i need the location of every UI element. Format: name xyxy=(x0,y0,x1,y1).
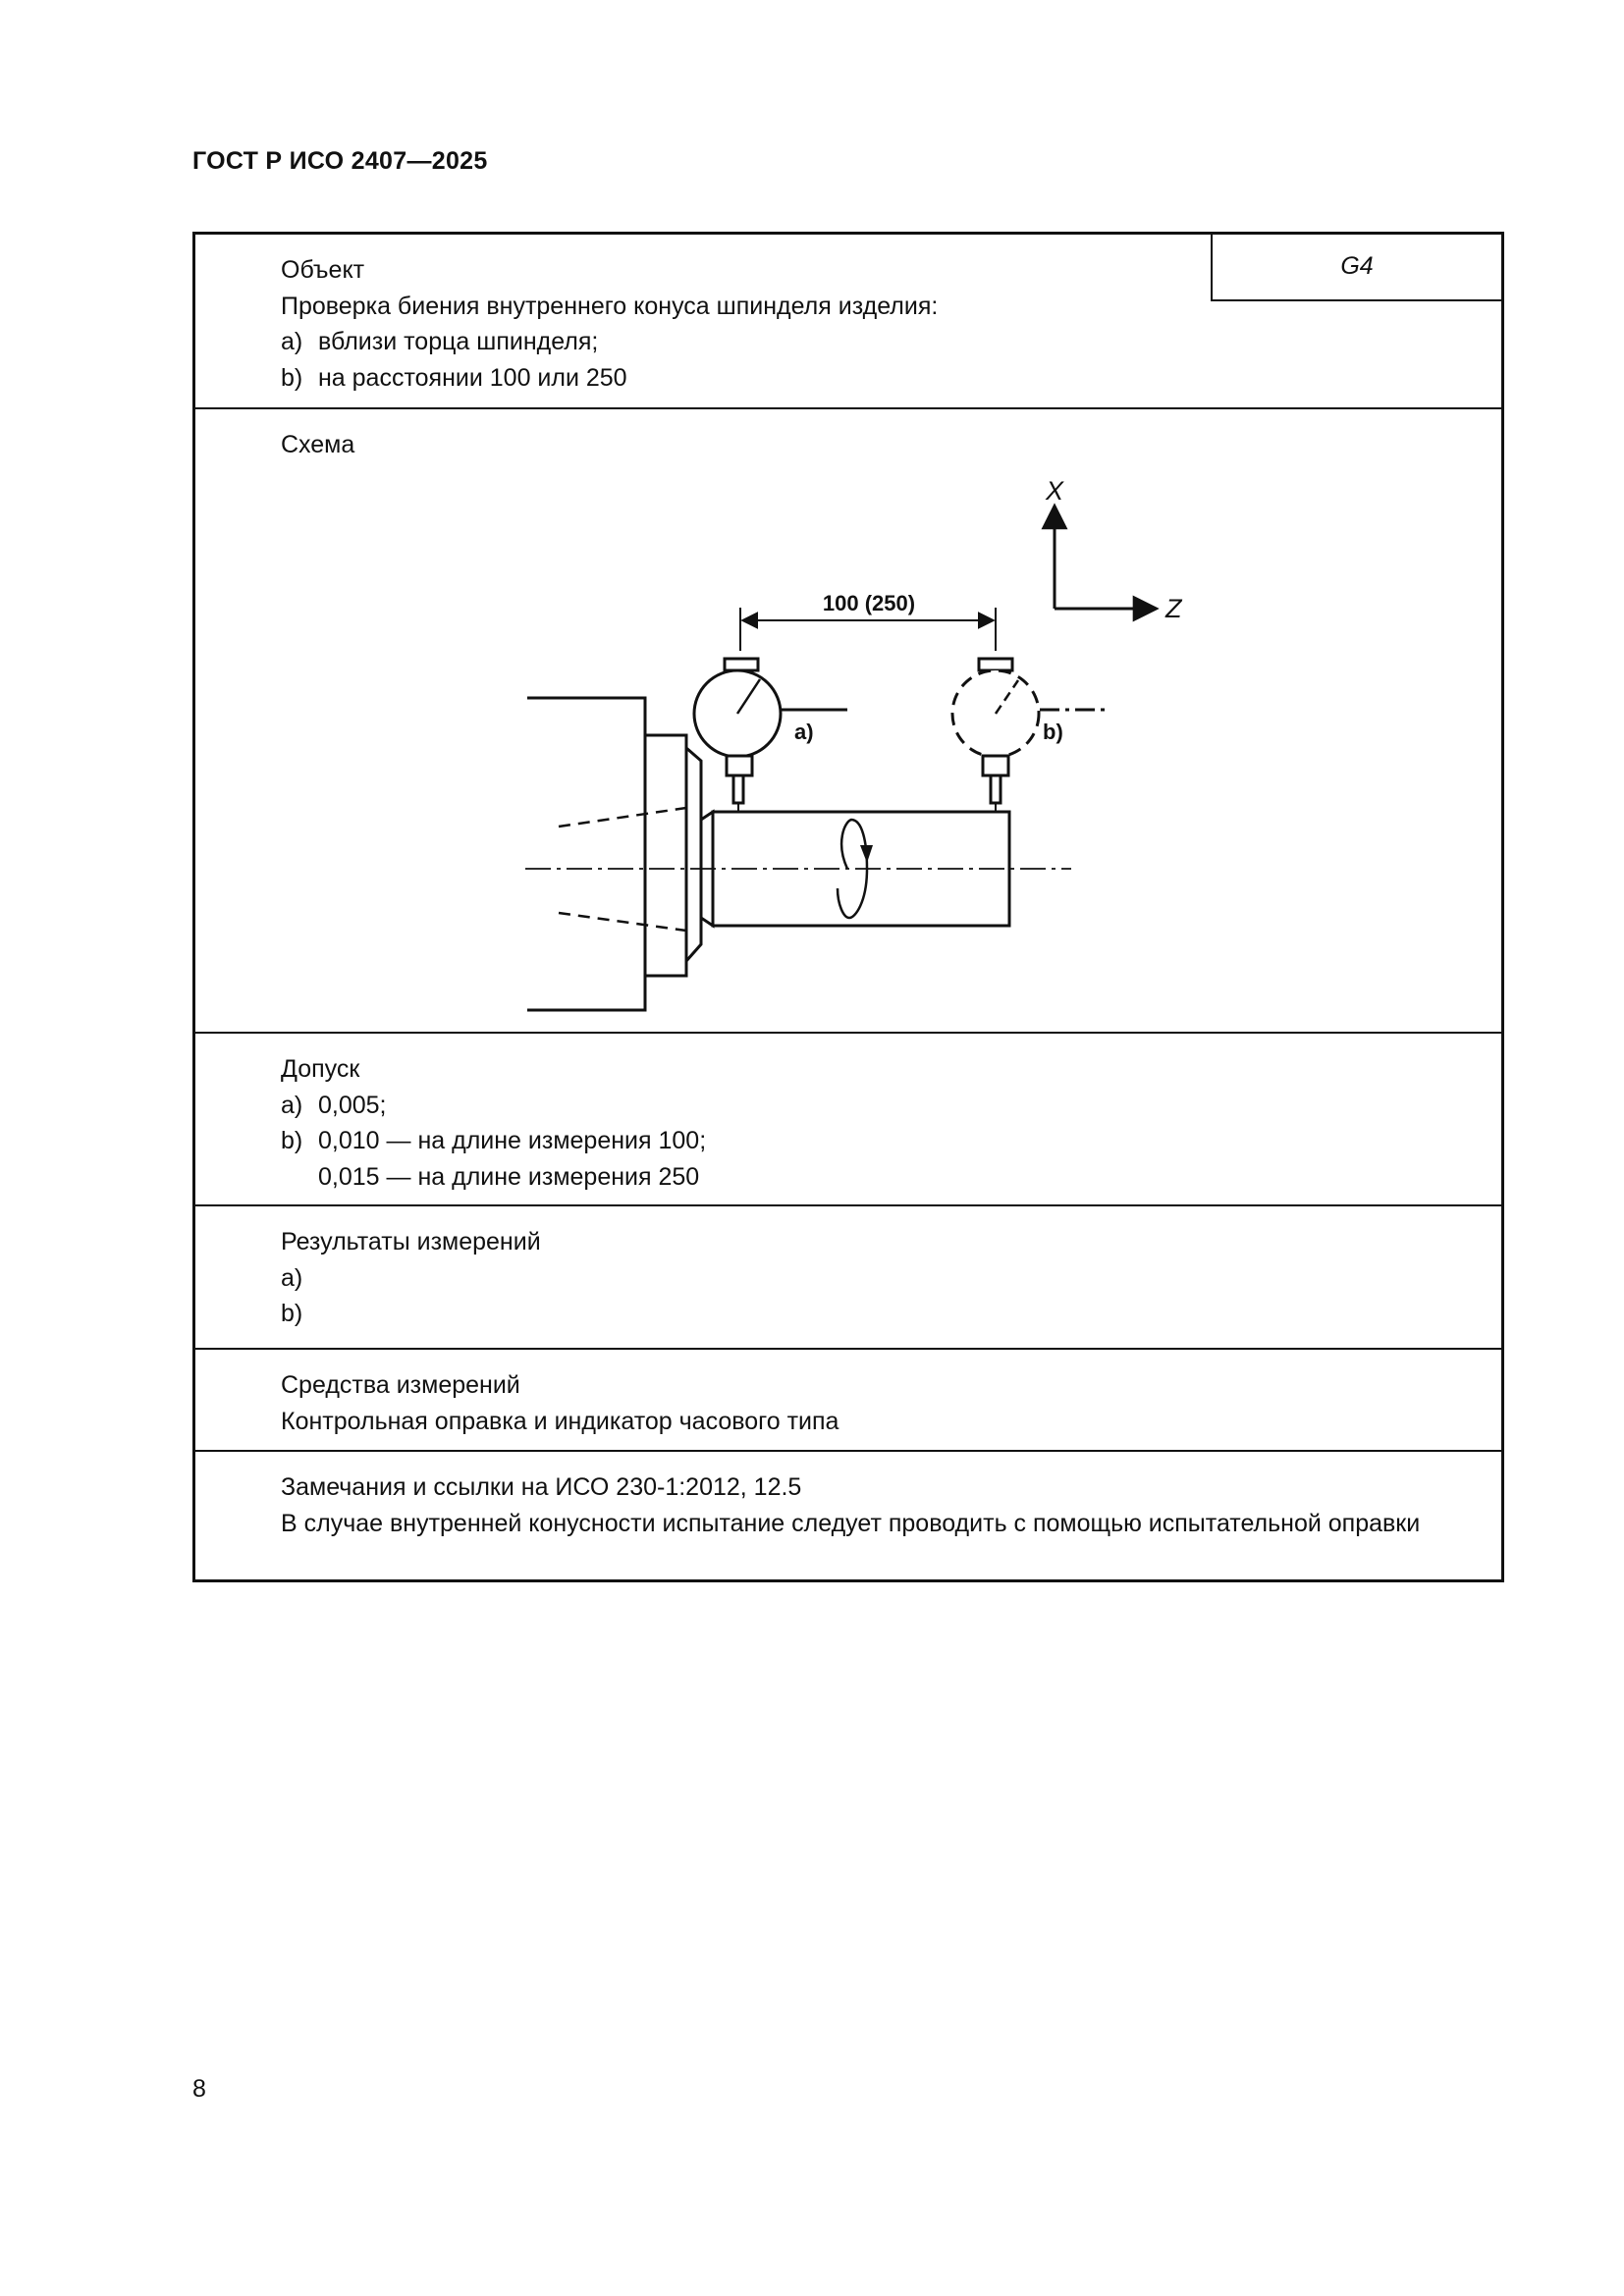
document-header: ГОСТ Р ИСО 2407—2025 xyxy=(192,147,488,175)
dial-indicator-a xyxy=(694,659,847,812)
instruments-section xyxy=(195,1348,1501,1450)
dial-indicator-b xyxy=(952,659,1107,812)
test-code-box: G4 xyxy=(1211,235,1501,301)
item-marker: a) xyxy=(281,1091,303,1119)
scheme-title: Схема xyxy=(281,431,355,458)
item-text: вблизи торца шпинделя; xyxy=(318,328,599,355)
results-item-a: a) xyxy=(281,1263,303,1292)
instruments-content xyxy=(281,1367,839,1439)
results-section xyxy=(195,1204,1501,1348)
tolerance-item-b xyxy=(281,1123,706,1159)
dimension-label: 100 (250) xyxy=(822,591,916,615)
object-title: Объект xyxy=(281,256,365,284)
scheme-section xyxy=(195,407,1501,1032)
spindle-housing xyxy=(527,698,701,1010)
item-marker: b) xyxy=(281,1127,303,1154)
item-text: на расстоянии 100 или 250 xyxy=(318,363,627,392)
notes-title: Замечания и ссылки на ИСО 230-1:2012, 12.5 xyxy=(281,1473,802,1501)
indicator-b-label: b) xyxy=(1043,720,1063,744)
indicator-a-label: a) xyxy=(794,720,814,744)
axis-x-label: X xyxy=(1046,476,1064,506)
item-text: 0,010 — на длине измерения 100; xyxy=(318,1127,707,1154)
object-content xyxy=(281,252,938,396)
instruments-title: Средства измерений xyxy=(281,1371,520,1399)
instruments-text: Контрольная оправка и индикатор часового типа xyxy=(281,1407,839,1435)
page-number: 8 xyxy=(192,2075,206,2103)
tolerance-content xyxy=(281,1051,706,1195)
item-marker: a) xyxy=(281,328,303,355)
notes-text: В случае внутренней конусности испытание следует проводить с помощью испытательной оправки xyxy=(281,1509,1421,1537)
object-description: Проверка биения внутреннего конуса шпинделя изделия: xyxy=(281,292,939,320)
object-item-a xyxy=(281,324,938,360)
notes-section xyxy=(195,1450,1501,1582)
measurement-diagram xyxy=(195,409,1501,1032)
results-content xyxy=(281,1224,541,1332)
axis-z-label: Z xyxy=(1165,594,1182,623)
tolerance-item-a xyxy=(281,1088,706,1124)
coordinate-axes-icon xyxy=(1055,506,1157,609)
object-section xyxy=(195,235,1501,407)
tolerance-item-b-continuation: 0,015 — на длине измерения 250 xyxy=(318,1162,700,1191)
tolerance-title: Допуск xyxy=(281,1055,360,1083)
results-title: Результаты измерений xyxy=(281,1228,541,1255)
results-item-b: b) xyxy=(281,1300,303,1327)
object-item-b xyxy=(281,360,938,397)
item-marker: b) xyxy=(281,363,303,392)
item-text: 0,005; xyxy=(318,1091,387,1119)
test-sheet-table xyxy=(192,232,1504,1582)
tolerance-section xyxy=(195,1032,1501,1204)
